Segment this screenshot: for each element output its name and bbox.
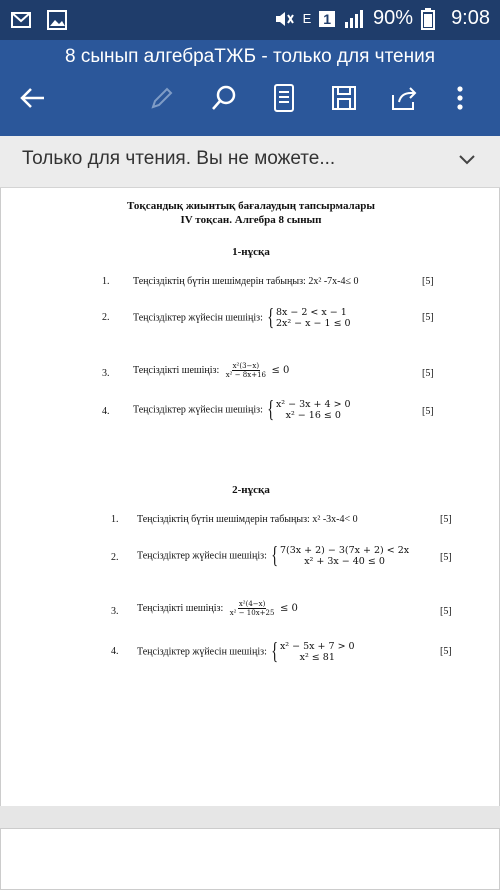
doc-subheading: IV тоқсан. Алгебра 8 сынып: [180, 214, 322, 226]
signal-icon: [343, 8, 365, 30]
status-bar: [0, 0, 500, 40]
task-item: [1, 544, 500, 574]
task-text: Теңсіздіктер жүйесін шешіңіз:: [133, 312, 263, 324]
system-line: x² − 5x + 7 > 0: [279, 641, 355, 652]
task-points: [5]: [440, 646, 452, 657]
fraction-denominator: x² − 10x+25: [229, 609, 275, 617]
system-line: 7(3x + 2) − 3(7x + 2) < 2x: [279, 545, 410, 556]
task-number: 1.: [102, 276, 110, 287]
fraction-numerator: x²(3−x): [232, 362, 260, 370]
inequality-system: { 7(3x + 2) − 3(7x + 2) < 2x x² + 3x − 40 ≤ 0: [271, 543, 410, 569]
task-text: Теңсіздіктің бүтін шешімдерін табыңыз: 2x² -7x-4≤ 0: [133, 276, 359, 287]
inequality-system: { x² − 3x + 4 > 0 x² − 16 ≤ 0: [267, 397, 351, 423]
search-icon: [209, 83, 239, 113]
task-text: Теңсіздікті шешіңіз:: [133, 365, 220, 376]
inequality-system: { x² − 5x + 7 > 0 x² ≤ 81: [271, 639, 355, 665]
document-page[interactable]: [0, 188, 500, 806]
system-line: x² − 16 ≤ 0: [285, 410, 341, 421]
task-number: 2.: [102, 312, 110, 323]
search-button[interactable]: [204, 78, 244, 118]
back-button[interactable]: [12, 78, 52, 118]
variant-title: 1-нұсқа: [232, 246, 270, 258]
more-options-button[interactable]: [440, 78, 480, 118]
task-points: [5]: [440, 514, 452, 525]
read-only-banner[interactable]: [0, 136, 500, 188]
task-points: [5]: [422, 312, 434, 323]
task-item: [1, 276, 500, 306]
edit-button[interactable]: [142, 78, 182, 118]
relation: ≤ 0: [279, 602, 298, 614]
share-button[interactable]: [384, 78, 424, 118]
system-line: x² + 3x − 40 ≤ 0: [304, 556, 385, 567]
task-number: 4.: [102, 406, 110, 417]
task-item: [1, 514, 500, 544]
system-line: 8x − 2 < x − 1: [275, 307, 347, 318]
inequality-system: { 8x − 2 < x − 1 2x² − x − 1 ≤ 0: [267, 305, 351, 331]
mobile-view-icon: [272, 83, 296, 113]
back-arrow-icon: [17, 83, 47, 113]
app-bar: [0, 40, 500, 136]
clock: 9:08: [451, 7, 490, 29]
task-points: [5]: [422, 368, 434, 379]
system-line: 2x² − x − 1 ≤ 0: [275, 318, 351, 329]
task-item: [1, 600, 500, 630]
variant-title: 2-нұсқа: [232, 484, 270, 496]
task-item: [1, 362, 500, 392]
fraction-numerator: x²(4−x): [238, 600, 266, 608]
reading-view-button[interactable]: [264, 78, 304, 118]
task-number: 4.: [111, 646, 119, 657]
sim-badge: 1: [319, 11, 335, 27]
battery-icon: [421, 8, 443, 30]
document-title: 8 сынып алгебраТЖБ - только для чтения: [64, 46, 436, 67]
task-points: [5]: [422, 406, 434, 417]
task-points: [5]: [440, 552, 452, 563]
task-number: 1.: [111, 514, 119, 525]
task-item: [1, 640, 500, 670]
network-type-label: E: [302, 11, 312, 26]
system-line: x² ≤ 81: [299, 652, 335, 663]
email-notification-icon: [10, 9, 32, 31]
task-text: Теңсіздікті шешіңіз:: [137, 603, 224, 614]
save-button[interactable]: [324, 78, 364, 118]
task-text: Теңсіздіктер жүйесін шешіңіз:: [137, 550, 267, 562]
task-number: 3.: [111, 606, 119, 617]
mute-icon: [273, 8, 295, 30]
share-icon: [389, 83, 419, 113]
task-number: 2.: [111, 552, 119, 563]
read-only-message: Только для чтения. Вы не можете...: [22, 148, 336, 169]
task-text: Теңсіздіктер жүйесін шешіңіз:: [137, 646, 267, 658]
task-text: Теңсіздіктер жүйесін шешіңіз:: [133, 404, 263, 416]
fraction-denominator: x² − 8x+16: [225, 371, 266, 379]
chevron-down-icon[interactable]: [458, 150, 476, 173]
pencil-icon: [148, 84, 176, 112]
task-text: Теңсіздіктің бүтін шешімдерін табыңыз: x² -3x-4< 0: [137, 514, 358, 525]
document-page-next[interactable]: [0, 828, 500, 890]
battery-percent: 90%: [373, 7, 414, 29]
task-points: [5]: [440, 606, 452, 617]
system-line: x² − 3x + 4 > 0: [275, 399, 351, 410]
relation: ≤ 0: [271, 364, 290, 376]
task-number: 3.: [102, 368, 110, 379]
fraction: [229, 600, 276, 617]
doc-heading: Тоқсандық жиынтық бағалаудың тапсырмалары: [127, 200, 375, 212]
task-points: [5]: [422, 276, 434, 287]
gallery-notification-icon: [46, 9, 68, 31]
more-vertical-icon: [455, 83, 465, 113]
task-item: [1, 398, 500, 428]
fraction: [225, 362, 267, 379]
save-icon: [330, 84, 358, 112]
task-item: [1, 306, 500, 336]
